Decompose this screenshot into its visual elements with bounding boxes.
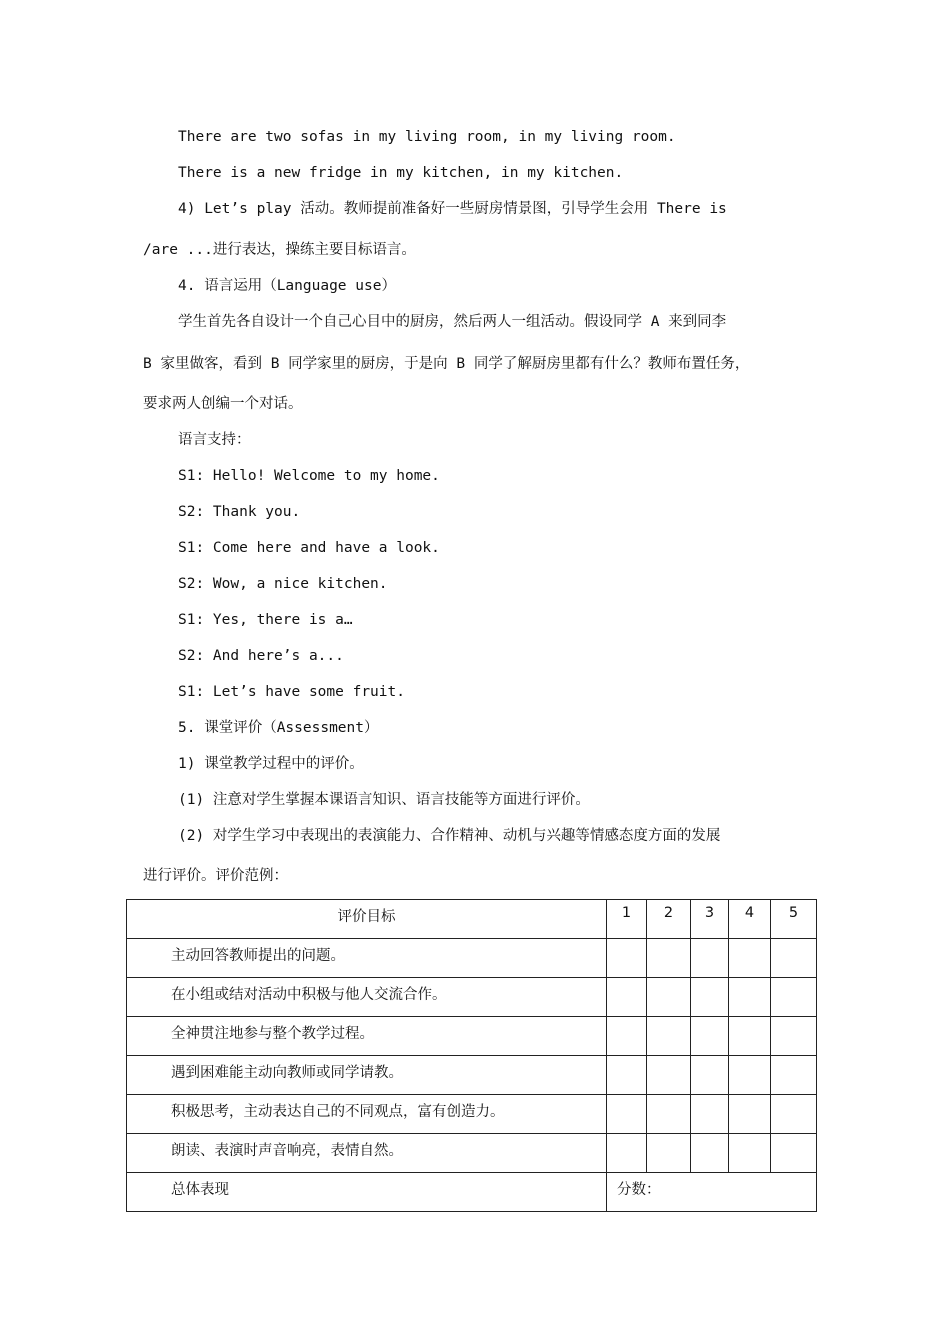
text-line: There are two sofas in my living room, in my living room.	[178, 129, 676, 145]
score-cell	[607, 978, 647, 1017]
table-summary-row	[127, 1173, 817, 1212]
score-cell	[647, 1056, 691, 1095]
score-cell	[607, 939, 647, 978]
section-heading: 5. 课堂评价（Assessment）	[178, 720, 379, 736]
score-cell	[729, 1017, 771, 1056]
score-cell	[771, 1095, 817, 1134]
score-cell	[647, 1095, 691, 1134]
text-line: 4) Let’s play 活动。教师提前准备好一些厨房情景图，引导学生会用 There is	[178, 201, 727, 217]
table-header-row	[127, 900, 817, 939]
text-line: There is a new fridge in my kitchen, in my kitchen.	[178, 165, 624, 181]
table-row	[127, 1095, 817, 1134]
header-goal: 评价目标	[127, 900, 607, 939]
goal-cell: 朗读、表演时声音响亮，表情自然。	[127, 1134, 607, 1173]
text-line: 1) 课堂教学过程中的评价。	[178, 756, 364, 772]
dialogue-line: S1: Yes, there is a…	[178, 612, 353, 628]
text-line: B 家里做客，看到 B 同学家里的厨房，于是向 B 同学了解厨房里都有什么？教师布置任务，	[143, 356, 750, 372]
score-cell	[729, 1095, 771, 1134]
header-score-4: 4	[729, 900, 771, 939]
score-cell	[729, 1134, 771, 1173]
header-score-3: 3	[691, 900, 729, 939]
header-score-2: 2	[647, 900, 691, 939]
dialogue-line: S1: Come here and have a look.	[178, 540, 440, 556]
goal-cell: 全神贯注地参与整个教学过程。	[127, 1017, 607, 1056]
text-line: 要求两人创编一个对话。	[143, 396, 303, 412]
table-row	[127, 1056, 817, 1095]
assessment-table	[126, 899, 817, 1212]
goal-cell: 在小组或结对活动中积极与他人交流合作。	[127, 978, 607, 1017]
goal-cell: 积极思考，主动表达自己的不同观点，富有创造力。	[127, 1095, 607, 1134]
score-cell	[771, 1017, 817, 1056]
score-cell	[771, 939, 817, 978]
score-cell	[729, 1056, 771, 1095]
score-cell	[691, 978, 729, 1017]
table-row	[127, 1134, 817, 1173]
score-cell	[771, 1056, 817, 1095]
text-line: (1) 注意对学生掌握本课语言知识、语言技能等方面进行评价。	[178, 792, 590, 808]
score-total-cell: 分数：	[607, 1173, 817, 1212]
text-line: 语言支持：	[178, 432, 251, 448]
text-line: /are ...进行表达，操练主要目标语言。	[143, 242, 416, 258]
dialogue-line: S2: And here’s a...	[178, 648, 344, 664]
table-row	[127, 978, 817, 1017]
dialogue-line: S1: Let’s have some fruit.	[178, 684, 405, 700]
score-cell	[607, 1056, 647, 1095]
table-row	[127, 1017, 817, 1056]
text-line: 学生首先各自设计一个自己心目中的厨房，然后两人一组活动。假设同学 A 来到同李	[178, 314, 727, 330]
score-cell	[607, 1134, 647, 1173]
score-cell	[647, 1134, 691, 1173]
text-line: 进行评价。评价范例：	[143, 868, 288, 884]
score-cell	[771, 1134, 817, 1173]
dialogue-line: S2: Thank you.	[178, 504, 301, 520]
score-cell	[691, 1134, 729, 1173]
table-row	[127, 939, 817, 978]
dialogue-line: S2: Wow, a nice kitchen.	[178, 576, 388, 592]
section-heading: 4. 语言运用（Language use）	[178, 278, 396, 294]
goal-cell: 主动回答教师提出的问题。	[127, 939, 607, 978]
score-cell	[607, 1095, 647, 1134]
overall-label-cell: 总体表现	[127, 1173, 607, 1212]
score-cell	[691, 939, 729, 978]
score-cell	[691, 1056, 729, 1095]
score-cell	[607, 1017, 647, 1056]
score-cell	[647, 939, 691, 978]
goal-cell: 遇到困难能主动向教师或同学请教。	[127, 1056, 607, 1095]
score-cell	[729, 978, 771, 1017]
header-score-5: 5	[771, 900, 817, 939]
text-line: (2) 对学生学习中表现出的表演能力、合作精神、动机与兴趣等情感态度方面的发展	[178, 828, 721, 844]
header-score-1: 1	[607, 900, 647, 939]
score-cell	[691, 1095, 729, 1134]
score-cell	[729, 939, 771, 978]
score-cell	[647, 1017, 691, 1056]
score-cell	[647, 978, 691, 1017]
dialogue-line: S1: Hello! Welcome to my home.	[178, 468, 440, 484]
score-cell	[771, 978, 817, 1017]
score-cell	[691, 1017, 729, 1056]
